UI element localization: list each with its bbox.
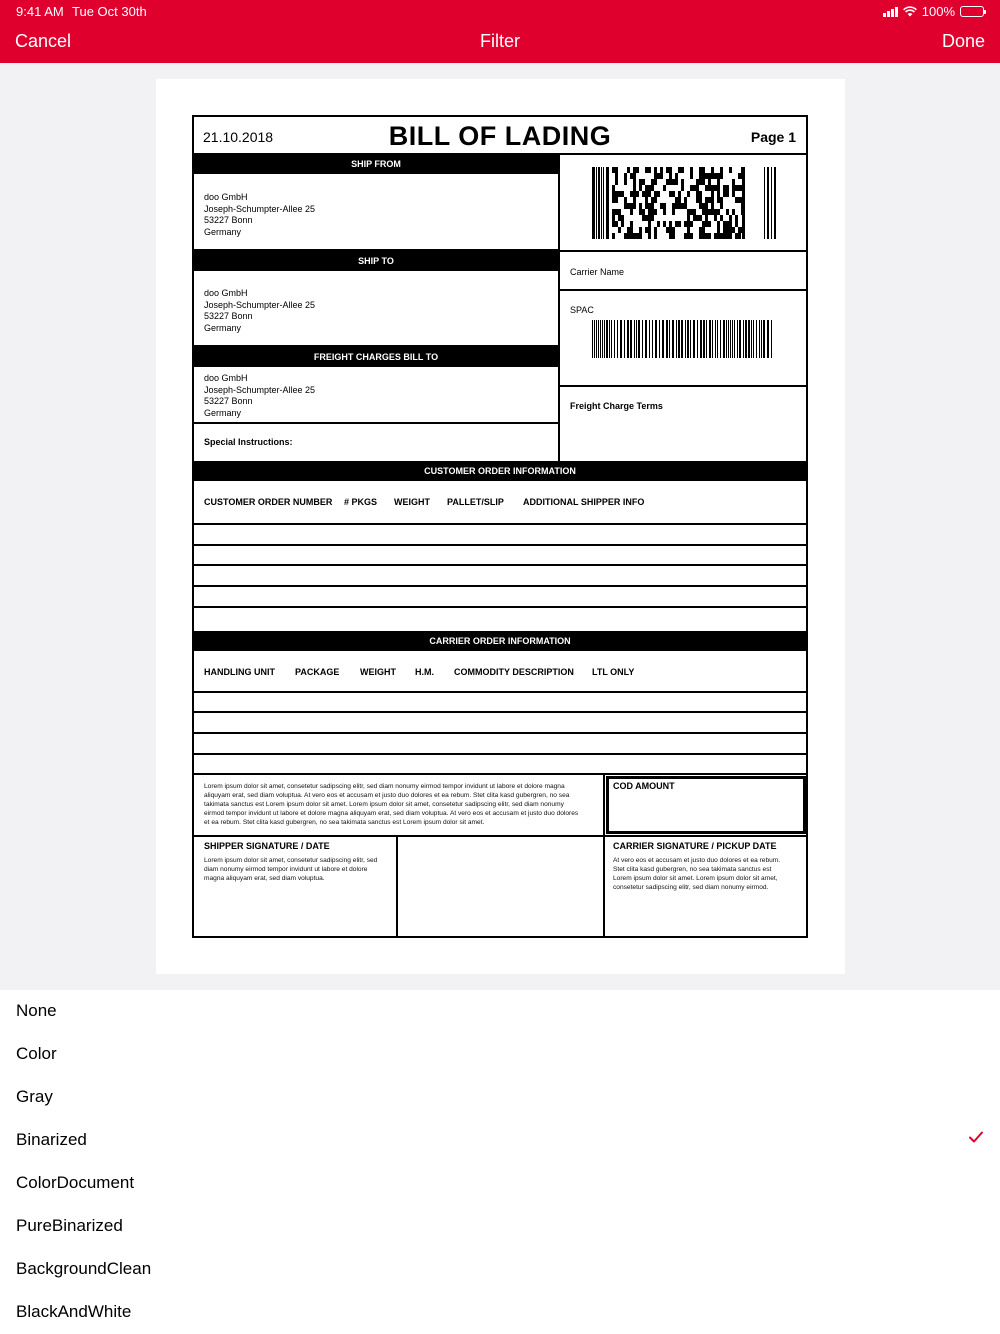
shipper-signature-label: SHIPPER SIGNATURE / DATE [204, 841, 330, 851]
col-carrier-weight: WEIGHT [360, 667, 396, 677]
page-title: Filter [480, 31, 520, 51]
status-bar [16, 4, 984, 20]
ship-to-header: SHIP TO [194, 251, 558, 271]
cellular-signal-icon [883, 7, 898, 17]
carrier-name-label: Carrier Name [570, 267, 625, 277]
freight-charge-terms-label: Freight Charge Terms [570, 401, 663, 411]
document-title: BILL OF LADING [388, 121, 612, 151]
col-package: PACKAGE [295, 667, 340, 677]
filter-option-label: ColorDocument [16, 1173, 135, 1192]
freight-bill-to-address: doo GmbH Joseph-Schumpter-Allee 25 53227 Bonn Germany [204, 373, 316, 418]
carrier-signature-label: CARRIER SIGNATURE / PICKUP DATE [613, 841, 777, 851]
freight-bill-to-header: FREIGHT CHARGES BILL TO [194, 347, 558, 367]
status-date: Tue Oct 30th [72, 4, 147, 19]
filter-option-none[interactable] [0, 990, 1000, 1033]
col-additional-shipper-info: ADDITIONAL SHIPPER INFO [523, 497, 645, 507]
filter-option-purebinarized[interactable] [0, 1205, 1000, 1248]
bill-of-lading-document [192, 115, 808, 938]
filter-option-blackandwhite[interactable] [0, 1291, 1000, 1334]
carrier-signature-text: At vero eos et accusam et justo duo dolores et ea rebum. Stet clita kasd gubergren, no sea takimata sanctus est Lorem ipsum dolor sit amet. Lorem ipsum dolor sit amet, consetetur sadipscing elitr, sed diam nonumy eirmod. [613, 857, 781, 891]
col-pallet-slip: PALLET/SLIP [447, 497, 504, 507]
filter-option-label: Color [16, 1044, 57, 1063]
spac-label: SPAC [570, 305, 594, 315]
filter-option-label: Gray [16, 1087, 53, 1106]
checkmark-icon [968, 1129, 984, 1145]
filter-option-label: PureBinarized [16, 1216, 123, 1235]
col-handling-unit: HANDLING UNIT [204, 667, 275, 677]
filter-option-backgroundclean[interactable] [0, 1248, 1000, 1291]
filter-option-binarized[interactable] [0, 1119, 1000, 1162]
col-weight: WEIGHT [394, 497, 430, 507]
special-instructions-label: Special Instructions: [204, 437, 293, 447]
filter-option-label: BlackAndWhite [16, 1302, 132, 1321]
filter-option-label: BackgroundClean [16, 1259, 152, 1278]
cancel-button[interactable]: Cancel [15, 31, 72, 51]
shipper-signature-text: Lorem ipsum dolor sit amet, consetetur sadipscing elitr, sed diam nonumy eirmod tempor invidunt ut labore et dolore magna aliquyam erat, sed diam voluptua. [204, 857, 378, 882]
status-indicators [883, 4, 984, 19]
document-page-number: Page 1 [750, 129, 796, 145]
filter-option-label: None [16, 1001, 57, 1020]
cod-amount-label: COD AMOUNT [613, 781, 675, 791]
document-date: 21.10.2018 [203, 129, 274, 145]
battery-percentage: 100% [921, 4, 955, 19]
filter-option-color[interactable] [0, 1033, 1000, 1076]
filter-option-gray[interactable] [0, 1076, 1000, 1119]
ship-from-address: doo GmbH Joseph-Schumpter-Allee 25 53227 Bonn Germany [204, 192, 316, 237]
filter-option-colordocument[interactable] [0, 1162, 1000, 1205]
linear-barcode [590, 320, 778, 358]
pdf417-barcode [592, 167, 776, 239]
col-hm: H.M. [415, 667, 434, 677]
col-pkgs: # PKGS [344, 497, 378, 507]
battery-icon [960, 6, 984, 17]
filter-option-label: Binarized [16, 1130, 87, 1149]
filter-options-list [0, 990, 1000, 1334]
terms-text: Lorem ipsum dolor sit amet, consetetur sadipscing elitr, sed diam nonumy eirmod tempor invidunt ut labore et dolore magna aliquyam erat, sed diam voluptua. At vero eos et accusam et justo duo dolores et ea rebum. Stet clita kasd gubergren, no sea takimata sanctus est Lorem ipsum dolor sit amet. Lorem ipsum dolor sit amet, consetetur sadipscing elitr, sed diam nonumy eirmod tempor invidunt ut labore et dolore magna aliquyam erat, sed diam voluptua. At vero eos et accusam et justo duo dolores et ea rebum. Stet clita kasd gubergren, no sea takimata sanctus est Lorem ipsum dolor sit amet. [204, 783, 579, 826]
ship-from-header: SHIP FROM [194, 154, 558, 174]
col-customer-order-number: CUSTOMER ORDER NUMBER [204, 497, 333, 507]
customer-order-header: CUSTOMER ORDER INFORMATION [194, 461, 806, 481]
document-preview [156, 79, 845, 974]
carrier-order-header: CARRIER ORDER INFORMATION [194, 631, 806, 651]
wifi-icon [903, 6, 917, 17]
status-time: 9:41 AM [16, 4, 64, 19]
navigation-bar [0, 0, 1000, 63]
done-button[interactable]: Done [941, 31, 985, 51]
col-commodity-description: COMMODITY DESCRIPTION [454, 667, 574, 677]
ship-to-address: doo GmbH Joseph-Schumpter-Allee 25 53227 Bonn Germany [204, 288, 316, 333]
col-ltl-only: LTL ONLY [592, 667, 635, 677]
